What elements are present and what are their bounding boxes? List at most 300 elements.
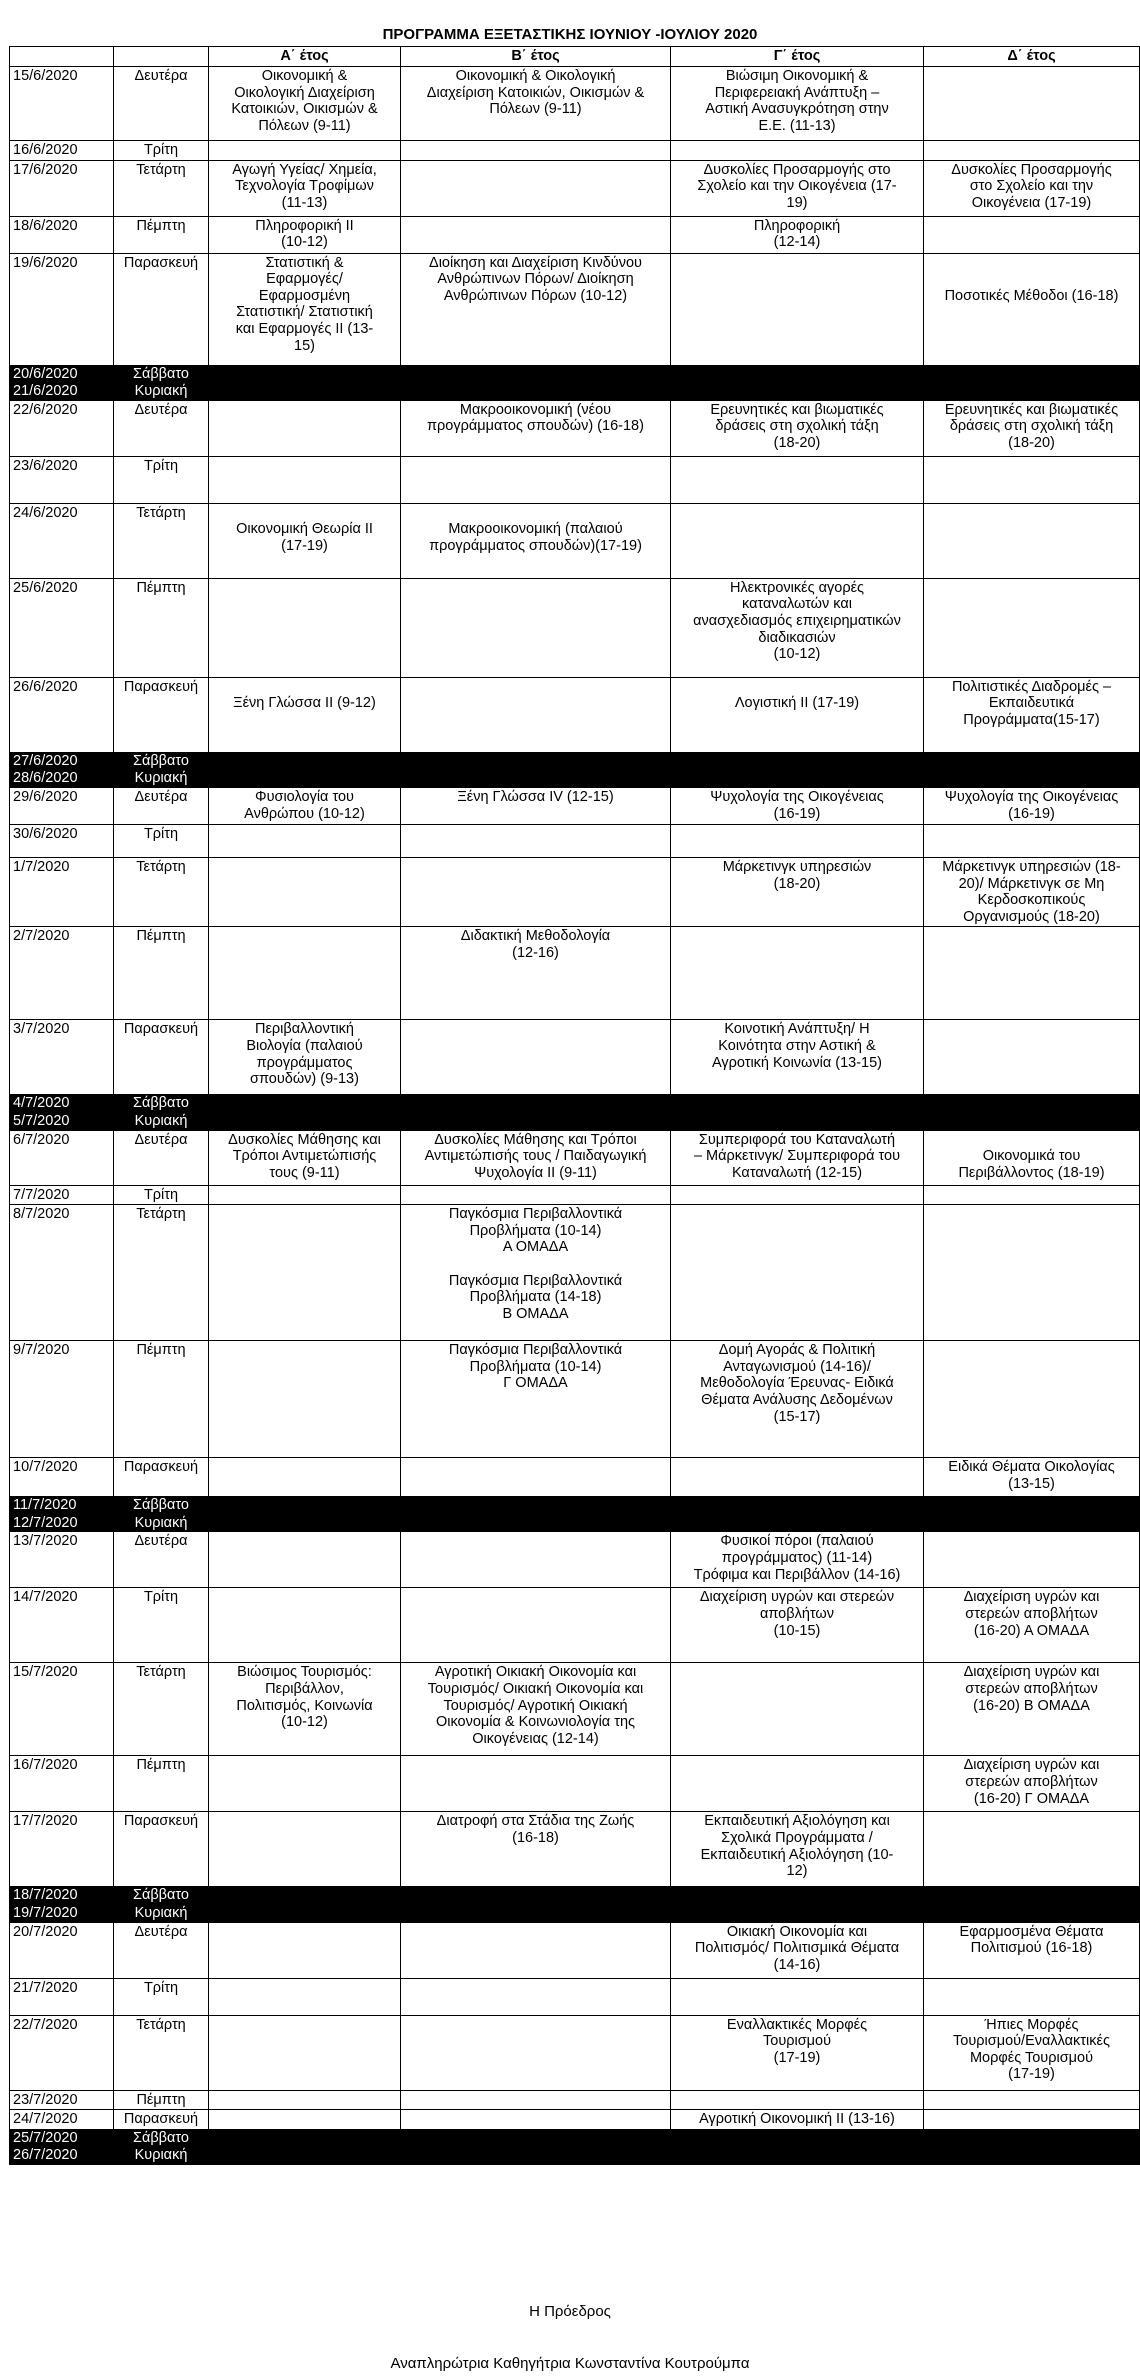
year-a-cell <box>209 857 401 926</box>
table-row <box>10 677 1140 752</box>
year-c-cell: Ψυχολογία της Οικογένειας (16-19) <box>671 787 924 824</box>
date-cell: 2/7/2020 <box>10 927 114 1020</box>
day-cell: Παρασκευή <box>114 677 209 752</box>
year-b-cell <box>401 824 671 857</box>
year-c-cell: Διαχείριση υγρών και στερεών αποβλήτων (10-15) <box>671 1588 924 1663</box>
year-a-cell: Περιβαλλοντική Βιολογία (παλαιού προγράμματος σπουδών) (9-13) <box>209 1020 401 1095</box>
year-a-cell <box>209 927 401 1020</box>
year-b-cell: Παγκόσμια Περιβαλλοντικά Προβλήματα (10-14) Α ΟΜΑΔΑ Παγκόσμια Περιβαλλοντικά Προβλήματα (14-18) Β ΟΜΑΔΑ <box>401 1205 671 1341</box>
day-cell: Τρίτη <box>114 1978 209 2015</box>
year-c-cell <box>671 456 924 503</box>
header-year-d: Δ΄ έτος <box>924 47 1140 67</box>
empty-cell <box>671 2129 924 2147</box>
empty-cell <box>671 365 924 383</box>
date-cell: 17/7/2020 <box>10 1812 114 1887</box>
empty-cell <box>209 1887 401 1905</box>
date-cell: 7/7/2020 <box>10 1185 114 1205</box>
year-b-cell <box>401 1185 671 1205</box>
empty-cell <box>209 383 401 401</box>
year-c-cell: Μάρκετινγκ υπηρεσιών (18-20) <box>671 857 924 926</box>
year-d-cell: Διαχείριση υγρών και στερεών αποβλήτων (16-20) Β ΟΜΑΔΑ <box>924 1663 1140 1756</box>
day-cell: Δευτέρα <box>114 67 209 141</box>
empty-cell <box>671 1514 924 1532</box>
year-a-cell <box>209 578 401 677</box>
year-d-cell: Εφαρμοσμένα Θέματα Πολιτισμού (16-18) <box>924 1922 1140 1978</box>
year-c-cell: Βιώσιμη Οικονομική & Περιφερειακή Ανάπτυξη – Αστική Ανασυγκρότηση στην Ε.Ε. (11-13) <box>671 67 924 141</box>
empty-cell <box>209 2129 401 2147</box>
day-cell: Κυριακή <box>114 770 209 788</box>
year-c-cell: Δομή Αγοράς & Πολιτική Ανταγωνισμού (14-16)/ Μεθοδολογία Έρευνας- Ειδικά Θέματα Ανάλυσης Δεδομένων (15-17) <box>671 1341 924 1458</box>
day-cell: Κυριακή <box>114 2147 209 2165</box>
year-b-cell: Παγκόσμια Περιβαλλοντικά Προβλήματα (10-14) Γ ΟΜΑΔΑ <box>401 1341 671 1458</box>
empty-cell <box>401 1904 671 1922</box>
empty-cell <box>924 383 1140 401</box>
year-b-cell <box>401 2110 671 2130</box>
year-d-cell <box>924 824 1140 857</box>
date-cell: 15/6/2020 <box>10 67 114 141</box>
day-cell: Παρασκευή <box>114 1020 209 1095</box>
day-cell: Δευτέρα <box>114 787 209 824</box>
weekend-row <box>10 383 1140 401</box>
day-cell: Σάββατο <box>114 1095 209 1113</box>
date-cell: 6/7/2020 <box>10 1130 114 1185</box>
year-d-cell <box>924 1185 1140 1205</box>
year-c-cell: Φυσικοί πόροι (παλαιού προγράμματος) (11-14) Τρόφιμα και Περιβάλλον (14-16) <box>671 1532 924 1588</box>
weekend-row <box>10 770 1140 788</box>
table-row <box>10 824 1140 857</box>
date-cell: 23/6/2020 <box>10 456 114 503</box>
year-c-cell <box>671 2090 924 2110</box>
table-header-row <box>10 47 1140 67</box>
day-cell: Σάββατο <box>114 365 209 383</box>
empty-cell <box>209 365 401 383</box>
date-cell: 26/6/2020 <box>10 677 114 752</box>
table-row <box>10 400 1140 456</box>
date-cell: 23/7/2020 <box>10 2090 114 2110</box>
empty-cell <box>401 2129 671 2147</box>
weekend-row <box>10 2147 1140 2165</box>
empty-cell <box>924 1887 1140 1905</box>
date-cell: 12/7/2020 <box>10 1514 114 1532</box>
year-c-cell: Δυσκολίες Προσαρμογής στο Σχολείο και την Οικογένεια (17- 19) <box>671 160 924 216</box>
date-cell: 18/7/2020 <box>10 1887 114 1905</box>
year-d-cell <box>924 1812 1140 1887</box>
year-c-cell: Εναλλακτικές Μορφές Τουρισμού (17-19) <box>671 2015 924 2090</box>
year-a-cell <box>209 824 401 857</box>
date-cell: 24/6/2020 <box>10 503 114 578</box>
date-cell: 19/7/2020 <box>10 1904 114 1922</box>
day-cell: Πέμπτη <box>114 216 209 253</box>
year-d-cell: Πολιτιστικές Διαδρομές – Εκπαιδευτικά Προγράμματα(15-17) <box>924 677 1140 752</box>
empty-cell <box>401 1497 671 1515</box>
empty-cell <box>924 1514 1140 1532</box>
year-b-cell <box>401 141 671 161</box>
table-row <box>10 787 1140 824</box>
year-c-cell <box>671 1756 924 1812</box>
year-a-cell: Πληροφορική ΙΙ (10-12) <box>209 216 401 253</box>
table-row <box>10 253 1140 365</box>
day-cell: Πέμπτη <box>114 2090 209 2110</box>
empty-cell <box>401 365 671 383</box>
empty-cell <box>924 752 1140 770</box>
weekend-row <box>10 1095 1140 1113</box>
day-cell: Παρασκευή <box>114 253 209 365</box>
date-cell: 5/7/2020 <box>10 1112 114 1130</box>
weekend-row <box>10 2129 1140 2147</box>
date-cell: 3/7/2020 <box>10 1020 114 1095</box>
empty-cell <box>671 383 924 401</box>
year-c-cell <box>671 1185 924 1205</box>
empty-cell <box>401 1095 671 1113</box>
empty-cell <box>401 1112 671 1130</box>
table-row <box>10 1205 1140 1341</box>
table-row <box>10 1185 1140 1205</box>
day-cell: Τετάρτη <box>114 857 209 926</box>
table-row <box>10 2090 1140 2110</box>
date-cell: 13/7/2020 <box>10 1532 114 1588</box>
year-d-cell: Ειδικά Θέματα Οικολογίας (13-15) <box>924 1458 1140 1497</box>
date-cell: 21/7/2020 <box>10 1978 114 2015</box>
year-d-cell <box>924 578 1140 677</box>
year-a-cell: Οικονομική & Οικολογική Διαχείριση Κατοικιών, Οικισμών & Πόλεων (9-11) <box>209 67 401 141</box>
year-a-cell <box>209 2090 401 2110</box>
day-cell: Πέμπτη <box>114 578 209 677</box>
empty-cell <box>671 1095 924 1113</box>
table-row <box>10 2110 1140 2130</box>
date-cell: 25/7/2020 <box>10 2129 114 2147</box>
year-b-cell <box>401 160 671 216</box>
table-row <box>10 857 1140 926</box>
year-c-cell: Κοινοτική Ανάπτυξη/ Η Κοινότητα στην Αστική & Αγροτική Κοινωνία (13-15) <box>671 1020 924 1095</box>
day-cell: Σάββατο <box>114 1497 209 1515</box>
year-d-cell <box>924 216 1140 253</box>
table-row <box>10 1978 1140 2015</box>
year-d-cell <box>924 1205 1140 1341</box>
day-cell: Τετάρτη <box>114 1663 209 1756</box>
year-d-cell <box>924 2110 1140 2130</box>
date-cell: 1/7/2020 <box>10 857 114 926</box>
table-row <box>10 1130 1140 1185</box>
year-a-cell <box>209 141 401 161</box>
weekend-row <box>10 1112 1140 1130</box>
date-cell: 24/7/2020 <box>10 2110 114 2130</box>
empty-cell <box>209 1497 401 1515</box>
year-a-cell <box>209 1922 401 1978</box>
date-cell: 4/7/2020 <box>10 1095 114 1113</box>
year-a-cell <box>209 1978 401 2015</box>
year-b-cell <box>401 2090 671 2110</box>
empty-cell <box>209 752 401 770</box>
exam-schedule-table <box>9 46 1140 2165</box>
year-d-cell: Μάρκετινγκ υπηρεσιών (18- 20)/ Μάρκετινγκ σε Μη Κερδοσκοπικούς Οργανισμούς (18-20) <box>924 857 1140 926</box>
table-row <box>10 1341 1140 1458</box>
day-cell: Τετάρτη <box>114 160 209 216</box>
year-d-cell: Οικονομικά του Περιβάλλοντος (18-19) <box>924 1130 1140 1185</box>
day-cell: Τρίτη <box>114 1185 209 1205</box>
empty-cell <box>924 1497 1140 1515</box>
table-row <box>10 67 1140 141</box>
year-b-cell: Δυσκολίες Μάθησης και Τρόποι Αντιμετώπισής τους / Παιδαγωγική Ψυχολογία ΙΙ (9-11) <box>401 1130 671 1185</box>
empty-cell <box>924 2147 1140 2165</box>
date-cell: 27/6/2020 <box>10 752 114 770</box>
year-d-cell: Δυσκολίες Προσαρμογής στο Σχολείο και την Οικογένεια (17-19) <box>924 160 1140 216</box>
empty-cell <box>401 2147 671 2165</box>
empty-cell <box>209 770 401 788</box>
year-d-cell <box>924 456 1140 503</box>
year-a-cell: Φυσιολογία του Ανθρώπου (10-12) <box>209 787 401 824</box>
day-cell: Τετάρτη <box>114 503 209 578</box>
empty-cell <box>209 1112 401 1130</box>
empty-cell <box>671 2147 924 2165</box>
year-d-cell: Ερευνητικές και βιωματικές δράσεις στη σχολική τάξη (18-20) <box>924 400 1140 456</box>
year-b-cell: Οικονομική & Οικολογική Διαχείριση Κατοικιών, Οικισμών & Πόλεων (9-11) <box>401 67 671 141</box>
signature-name: Αναπληρώτρια Καθηγήτρια Κωνσταντίνα Κουτρούμπα <box>390 2355 750 2372</box>
table-row <box>10 927 1140 1020</box>
empty-cell <box>401 1887 671 1905</box>
empty-cell <box>401 752 671 770</box>
year-d-cell <box>924 503 1140 578</box>
day-cell: Πέμπτη <box>114 1756 209 1812</box>
date-cell: 20/7/2020 <box>10 1922 114 1978</box>
year-b-cell: Μακροοικονομική (νέου προγράμματος σπουδών) (16-18) <box>401 400 671 456</box>
year-c-cell <box>671 1458 924 1497</box>
date-cell: 9/7/2020 <box>10 1341 114 1458</box>
date-cell: 18/6/2020 <box>10 216 114 253</box>
date-cell: 19/6/2020 <box>10 253 114 365</box>
year-b-cell <box>401 1020 671 1095</box>
day-cell: Τρίτη <box>114 824 209 857</box>
year-b-cell <box>401 456 671 503</box>
year-a-cell <box>209 2110 401 2130</box>
date-cell: 20/6/2020 <box>10 365 114 383</box>
table-row <box>10 503 1140 578</box>
year-a-cell <box>209 456 401 503</box>
date-cell: 28/6/2020 <box>10 770 114 788</box>
year-c-cell <box>671 141 924 161</box>
date-cell: 16/7/2020 <box>10 1756 114 1812</box>
page-title: ΠΡΟΓΡΑΜΜΑ ΕΞΕΤΑΣΤΙΚΗΣ ΙΟΥΝΙΟΥ -ΙΟΥΛΙΟΥ 2020 <box>382 26 758 43</box>
table-row <box>10 1812 1140 1887</box>
table-row <box>10 578 1140 677</box>
year-a-cell <box>209 2015 401 2090</box>
header-year-c: Γ΄ έτος <box>671 47 924 67</box>
year-b-cell <box>401 1978 671 2015</box>
date-cell: 22/6/2020 <box>10 400 114 456</box>
year-a-cell: Βιώσιμος Τουρισμός: Περιβάλλον, Πολιτισμός, Κοινωνία (10-12) <box>209 1663 401 1756</box>
year-a-cell <box>209 1458 401 1497</box>
year-c-cell: Πληροφορική (12-14) <box>671 216 924 253</box>
year-b-cell <box>401 1532 671 1588</box>
date-cell: 16/6/2020 <box>10 141 114 161</box>
year-a-cell <box>209 1812 401 1887</box>
weekend-row <box>10 1904 1140 1922</box>
header-date <box>10 47 114 67</box>
year-c-cell <box>671 253 924 365</box>
empty-cell <box>924 770 1140 788</box>
year-d-cell: Διαχείριση υγρών και στερεών αποβλήτων (16-20) Γ ΟΜΑΔΑ <box>924 1756 1140 1812</box>
day-cell: Παρασκευή <box>114 2110 209 2130</box>
empty-cell <box>401 383 671 401</box>
year-a-cell <box>209 1205 401 1341</box>
day-cell: Πέμπτη <box>114 1341 209 1458</box>
year-b-cell: Διατροφή στα Στάδια της Ζωής (16-18) <box>401 1812 671 1887</box>
empty-cell <box>924 1904 1140 1922</box>
day-cell: Σάββατο <box>114 1887 209 1905</box>
year-c-cell: Εκπαιδευτική Αξιολόγηση και Σχολικά Προγράμματα / Εκπαιδευτική Αξιολόγηση (10- 12) <box>671 1812 924 1887</box>
date-cell: 17/6/2020 <box>10 160 114 216</box>
year-d-cell <box>924 1020 1140 1095</box>
header-day <box>114 47 209 67</box>
table-body <box>10 67 1140 2165</box>
year-d-cell: Ψυχολογία της Οικογένειας (16-19) <box>924 787 1140 824</box>
table-row <box>10 160 1140 216</box>
empty-cell <box>671 1887 924 1905</box>
year-c-cell <box>671 1978 924 2015</box>
year-b-cell: Αγροτική Οικιακή Οικονομία και Τουρισμός/ Οικιακή Οικονομία και Τουρισμός/ Αγροτική Οικιακή Οικονομία & Κοινωνιολογία της Οικογένειας (12-14) <box>401 1663 671 1756</box>
year-c-cell <box>671 824 924 857</box>
empty-cell <box>671 770 924 788</box>
day-cell: Σάββατο <box>114 2129 209 2147</box>
year-d-cell <box>924 927 1140 1020</box>
day-cell: Παρασκευή <box>114 1458 209 1497</box>
day-cell: Τρίτη <box>114 141 209 161</box>
year-a-cell <box>209 400 401 456</box>
table-row <box>10 1588 1140 1663</box>
day-cell: Κυριακή <box>114 1514 209 1532</box>
table-row <box>10 2015 1140 2090</box>
year-b-cell <box>401 1756 671 1812</box>
table-row <box>10 456 1140 503</box>
table-row <box>10 1020 1140 1095</box>
day-cell: Τετάρτη <box>114 2015 209 2090</box>
year-c-cell <box>671 503 924 578</box>
year-c-cell: Ηλεκτρονικές αγορές καταναλωτών και ανασχεδιασμός επιχειρηματικών διαδικασιών (10-12) <box>671 578 924 677</box>
date-cell: 26/7/2020 <box>10 2147 114 2165</box>
year-b-cell <box>401 1922 671 1978</box>
weekend-row <box>10 1887 1140 1905</box>
empty-cell <box>924 1112 1140 1130</box>
empty-cell <box>671 752 924 770</box>
day-cell: Κυριακή <box>114 1904 209 1922</box>
date-cell: 10/7/2020 <box>10 1458 114 1497</box>
weekend-row <box>10 752 1140 770</box>
day-cell: Σάββατο <box>114 752 209 770</box>
year-a-cell <box>209 1756 401 1812</box>
year-b-cell <box>401 216 671 253</box>
table-row <box>10 141 1140 161</box>
header-year-b: Β΄ έτος <box>401 47 671 67</box>
year-c-cell: Συμπεριφορά του Καταναλωτή – Μάρκετινγκ/ Συμπεριφορά του Καταναλωτή (12-15) <box>671 1130 924 1185</box>
year-c-cell <box>671 1205 924 1341</box>
year-d-cell <box>924 2090 1140 2110</box>
weekend-row <box>10 1497 1140 1515</box>
weekend-row <box>10 1514 1140 1532</box>
year-a-cell <box>209 1532 401 1588</box>
date-cell: 14/7/2020 <box>10 1588 114 1663</box>
year-b-cell: Διοίκηση και Διαχείριση Κινδύνου Ανθρώπινων Πόρων/ Διοίκηση Ανθρώπινων Πόρων (10-12) <box>401 253 671 365</box>
day-cell: Πέμπτη <box>114 927 209 1020</box>
year-d-cell: Διαχείριση υγρών και στερεών αποβλήτων (16-20) Α ΟΜΑΔΑ <box>924 1588 1140 1663</box>
empty-cell <box>671 1904 924 1922</box>
table-row <box>10 1532 1140 1588</box>
year-b-cell <box>401 1458 671 1497</box>
empty-cell <box>924 2129 1140 2147</box>
year-a-cell: Οικονομική Θεωρία ΙΙ (17-19) <box>209 503 401 578</box>
empty-cell <box>924 365 1140 383</box>
date-cell: 8/7/2020 <box>10 1205 114 1341</box>
year-d-cell: Ήπιες Μορφές Τουρισμού/Εναλλακτικές Μορφές Τουρισμού (17-19) <box>924 2015 1140 2090</box>
date-cell: 22/7/2020 <box>10 2015 114 2090</box>
date-cell: 29/6/2020 <box>10 787 114 824</box>
table-row <box>10 1922 1140 1978</box>
year-d-cell <box>924 1341 1140 1458</box>
year-b-cell: Διδακτική Μεθοδολογία (12-16) <box>401 927 671 1020</box>
year-d-cell <box>924 1978 1140 2015</box>
year-b-cell <box>401 578 671 677</box>
header-year-a: Α΄ έτος <box>209 47 401 67</box>
date-cell: 11/7/2020 <box>10 1497 114 1515</box>
year-d-cell <box>924 1532 1140 1588</box>
year-b-cell: Ξένη Γλώσσα IV (12-15) <box>401 787 671 824</box>
day-cell: Τετάρτη <box>114 1205 209 1341</box>
day-cell: Τρίτη <box>114 456 209 503</box>
year-b-cell <box>401 857 671 926</box>
day-cell: Παρασκευή <box>114 1812 209 1887</box>
table-row <box>10 216 1140 253</box>
year-a-cell: Αγωγή Υγείας/ Χημεία, Τεχνολογία Τροφίμων (11-13) <box>209 160 401 216</box>
date-cell: 25/6/2020 <box>10 578 114 677</box>
year-c-cell <box>671 1663 924 1756</box>
year-c-cell: Λογιστική ΙΙ (17-19) <box>671 677 924 752</box>
empty-cell <box>401 1514 671 1532</box>
empty-cell <box>671 1497 924 1515</box>
table-row <box>10 1756 1140 1812</box>
day-cell: Κυριακή <box>114 1112 209 1130</box>
year-a-cell <box>209 1341 401 1458</box>
year-c-cell: Οικιακή Οικονομία και Πολιτισμός/ Πολιτισμικά Θέματα (14-16) <box>671 1922 924 1978</box>
year-a-cell <box>209 1588 401 1663</box>
year-a-cell: Δυσκολίες Μάθησης και Τρόποι Αντιμετώπισής τους (9-11) <box>209 1130 401 1185</box>
day-cell: Δευτέρα <box>114 400 209 456</box>
year-a-cell: Στατιστική & Εφαρμογές/ Εφαρμοσμένη Στατιστική/ Στατιστική και Εφαρμογές ΙΙ (13- 15) <box>209 253 401 365</box>
weekend-row <box>10 365 1140 383</box>
year-c-cell: Ερευνητικές και βιωματικές δράσεις στη σχολική τάξη (18-20) <box>671 400 924 456</box>
year-b-cell <box>401 677 671 752</box>
empty-cell <box>924 1095 1140 1113</box>
day-cell: Δευτέρα <box>114 1532 209 1588</box>
year-a-cell <box>209 1185 401 1205</box>
empty-cell <box>209 1904 401 1922</box>
year-d-cell <box>924 141 1140 161</box>
year-b-cell <box>401 2015 671 2090</box>
year-a-cell: Ξένη Γλώσσα ΙΙ (9-12) <box>209 677 401 752</box>
year-b-cell <box>401 1588 671 1663</box>
date-cell: 21/6/2020 <box>10 383 114 401</box>
signature-role: Η Πρόεδρος <box>529 2303 611 2320</box>
day-cell: Δευτέρα <box>114 1922 209 1978</box>
empty-cell <box>209 2147 401 2165</box>
empty-cell <box>209 1095 401 1113</box>
year-b-cell: Μακροοικονομική (παλαιού προγράμματος σπουδών)(17-19) <box>401 503 671 578</box>
year-c-cell <box>671 927 924 1020</box>
empty-cell <box>401 770 671 788</box>
empty-cell <box>209 1514 401 1532</box>
year-d-cell <box>924 67 1140 141</box>
day-cell: Δευτέρα <box>114 1130 209 1185</box>
table-row <box>10 1458 1140 1497</box>
year-d-cell: Ποσοτικές Μέθοδοι (16-18) <box>924 253 1140 365</box>
empty-cell <box>671 1112 924 1130</box>
